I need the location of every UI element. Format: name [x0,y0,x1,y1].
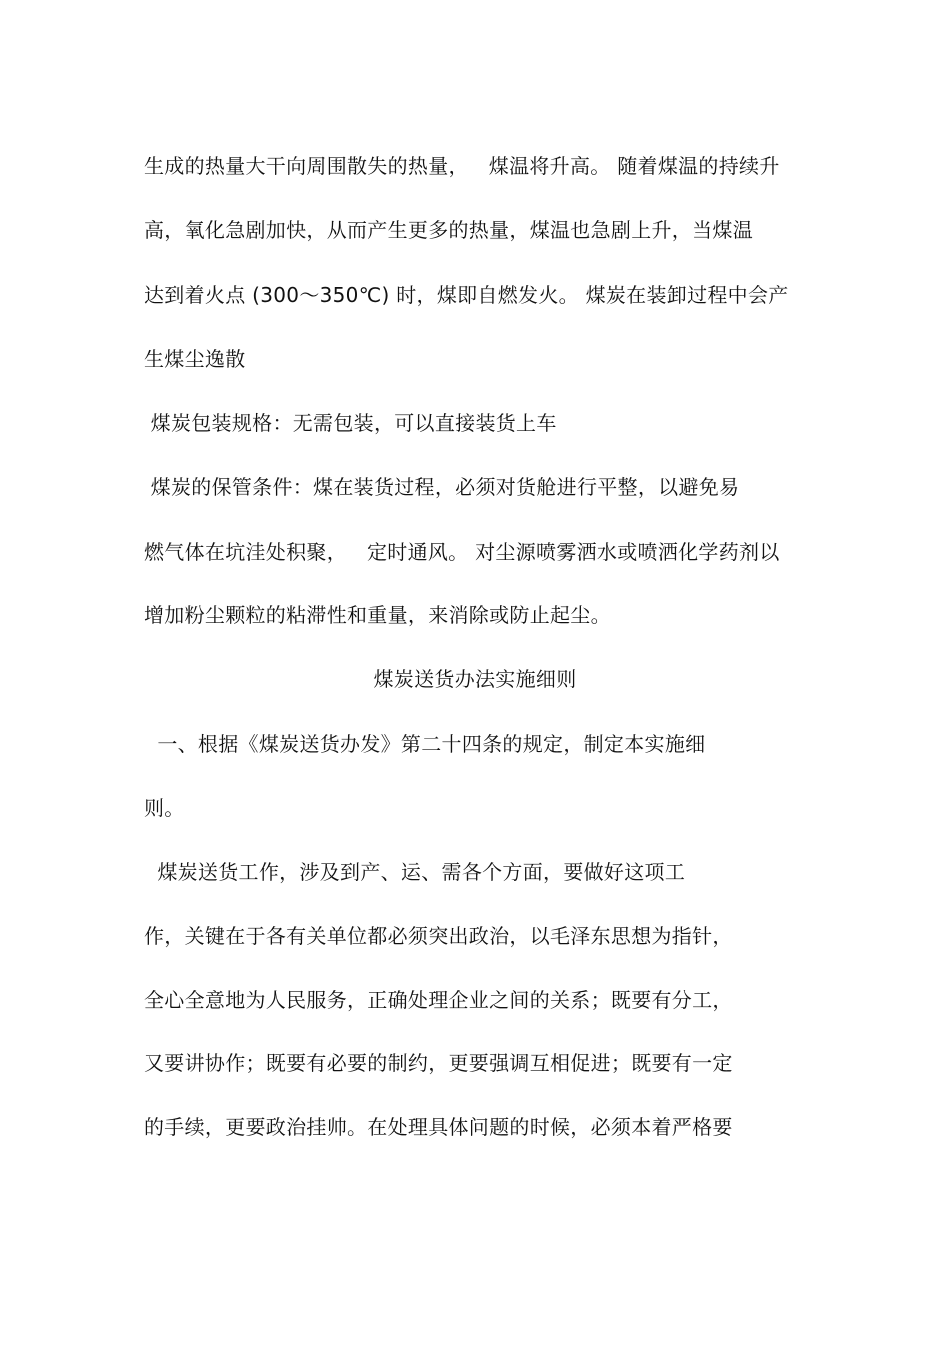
section-line-2: 则。 [144,796,185,820]
paragraph-line-1: 生成的热量大干向周围散失的热量， 煤温将升高。 随着煤温的持续升 [144,154,780,178]
section-title: 煤炭送货办法实施细则 [373,667,577,691]
paragraph-line-8: 增加粉尘颗粒的粘滞性和重量，来消除或防止起尘。 [144,603,611,627]
paragraph-line-5: 煤炭包装规格：无需包装，可以直接装货上车 [144,411,557,435]
paragraph-line-7: 燃气体在坑洼处积聚， 定时通风。 对尘源喷雾洒水或喷洒化学药剂以 [144,540,780,564]
section-line-4: 作，关键在于各有关单位都必须突出政治，以毛泽东思想为指针， [144,924,733,948]
section-line-3: 煤炭送货工作，涉及到产、运、需各个方面，要做好这项工 [144,860,686,884]
paragraph-line-3: 达到着火点 (300～350℃) 时，煤即自燃发火。 煤炭在装卸过程中会产 [144,283,789,307]
paragraph-line-2: 高，氧化急剧加快，从而产生更多的热量，煤温也急剧上升，当煤温 [144,218,753,242]
section-line-7: 的手续，更要政治挂帅。在处理具体问题的时候，必须本着严格要 [144,1115,733,1139]
section-line-5: 全心全意地为人民服务，正确处理企业之间的关系；既要有分工， [144,988,733,1012]
paragraph-line-6: 煤炭的保管条件：煤在装货过程，必须对货舱进行平整，以避免易 [144,475,740,499]
paragraph-line-4: 生煤尘逸散 [144,347,246,371]
section-line-1: 一、根据《煤炭送货办发》第二十四条的规定，制定本实施细 [144,732,706,756]
section-line-6: 又要讲协作；既要有必要的制约，更要强调互相促进；既要有一定 [144,1051,733,1075]
